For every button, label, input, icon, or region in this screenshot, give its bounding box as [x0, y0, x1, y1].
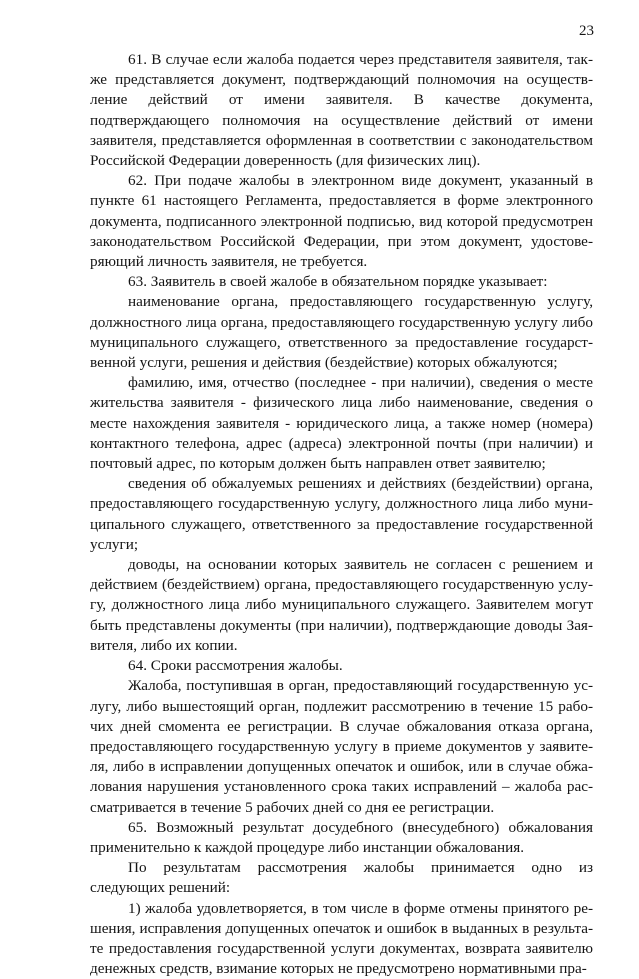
paragraph-64-body: Жалоба, поступившая в орган, предоставляющий государственную услугу, либо вышестоящий орган, подлежит рассмотрению в течение 15 рабочих дней смомента ее регистрации. В случае обжалования отказа органа, предоставляющего государственную услугу в приеме документов у заявителя, либо в исправлении допущенных опечаток и ошибок, или в случае обжалования нарушения установленного срока таких исправлений – жалоба рассматривается в течение 5 рабочих дней со дня ее регистрации.	[90, 677, 593, 816]
paragraph-63-item-arguments: доводы, на основании которых заявитель не согласен с решением и действием (бездействием) органа, предоставляющего государственную услугу, должностного лица либо муниципального служащего. Заявителем могут быть представлены документы (при наличии), подтверждающие доводы Заявителя, либо их копии.	[90, 556, 593, 654]
paragraph-65-intro: По результатам рассмотрения жалобы принимается одно из следующих решений:	[90, 859, 593, 897]
paragraph-63: 63. Заявитель в своей жалобе в обязательном порядке указывает:	[128, 273, 548, 291]
paragraph-65-heading: 65. Возможный результат досудебного (внесудебного) обжалования применительно к каждой процедуре либо инстанции обжалования.	[90, 818, 593, 856]
paragraph-62: 62. При подаче жалобы в электронном виде документ, указанный в пункте 61 настоящего Регламента, предоставляется в форме электронного документа, подписанного электронной подписью, вид которой предусмотрен законодательством Российской Федерации, при этом документ, удостоверяющий личность заявителя, не требуется.	[90, 172, 593, 271]
document-body	[90, 50, 593, 979]
paragraph-63-item-organ: наименование органа, предоставляющего государственную услугу, должностного лица органа, предоставляющего государственную услугу либо муниципального служащего, ответственного за предоставление государственной услуги, решения и действия (бездействие) которых обжалуются;	[90, 293, 593, 372]
page-number: 23	[579, 23, 594, 39]
paragraph-63-item-decisions: сведения об обжалуемых решениях и действиях (бездействии) органа, предоставляющего государственную услугу, должностного лица либо муниципального служащего, ответственного за предоставление государственной услуги;	[90, 475, 593, 553]
paragraph-64-heading: 64. Сроки рассмотрения жалобы.	[128, 657, 343, 675]
paragraph-65-item-1: 1) жалоба удовлетворяется, в том числе в форме отмены принятого решения, исправления допущенных опечаток и ошибок в выданных в результате предоставления государственной услуги документах, возврата заявителю денежных средств, взимание которых не предусмотрено нормативными пра-	[90, 899, 593, 978]
paragraph-61: 61. В случае если жалоба подается через представителя заявителя, также представляется документ, подтверждающий полномочия на осуществление действий от имени заявителя. В качестве документа, подтверждающего полномочия на осуществление действий от имени заявителя, представляется оформленная в соответствии с законодательством Российской Федерации доверенность (для физических лиц).	[90, 51, 593, 170]
paragraph-63-item-applicant: фамилию, имя, отчество (последнее - при наличии), сведения о месте жительства заявителя - физического лица либо наименование, сведения о месте нахождения заявителя - юридического лица, а также номер (номера) контактного телефона, адрес (адреса) электронной почты (при наличии) и почтовый адрес, по которым должен быть направлен ответ заявителю;	[90, 374, 593, 473]
